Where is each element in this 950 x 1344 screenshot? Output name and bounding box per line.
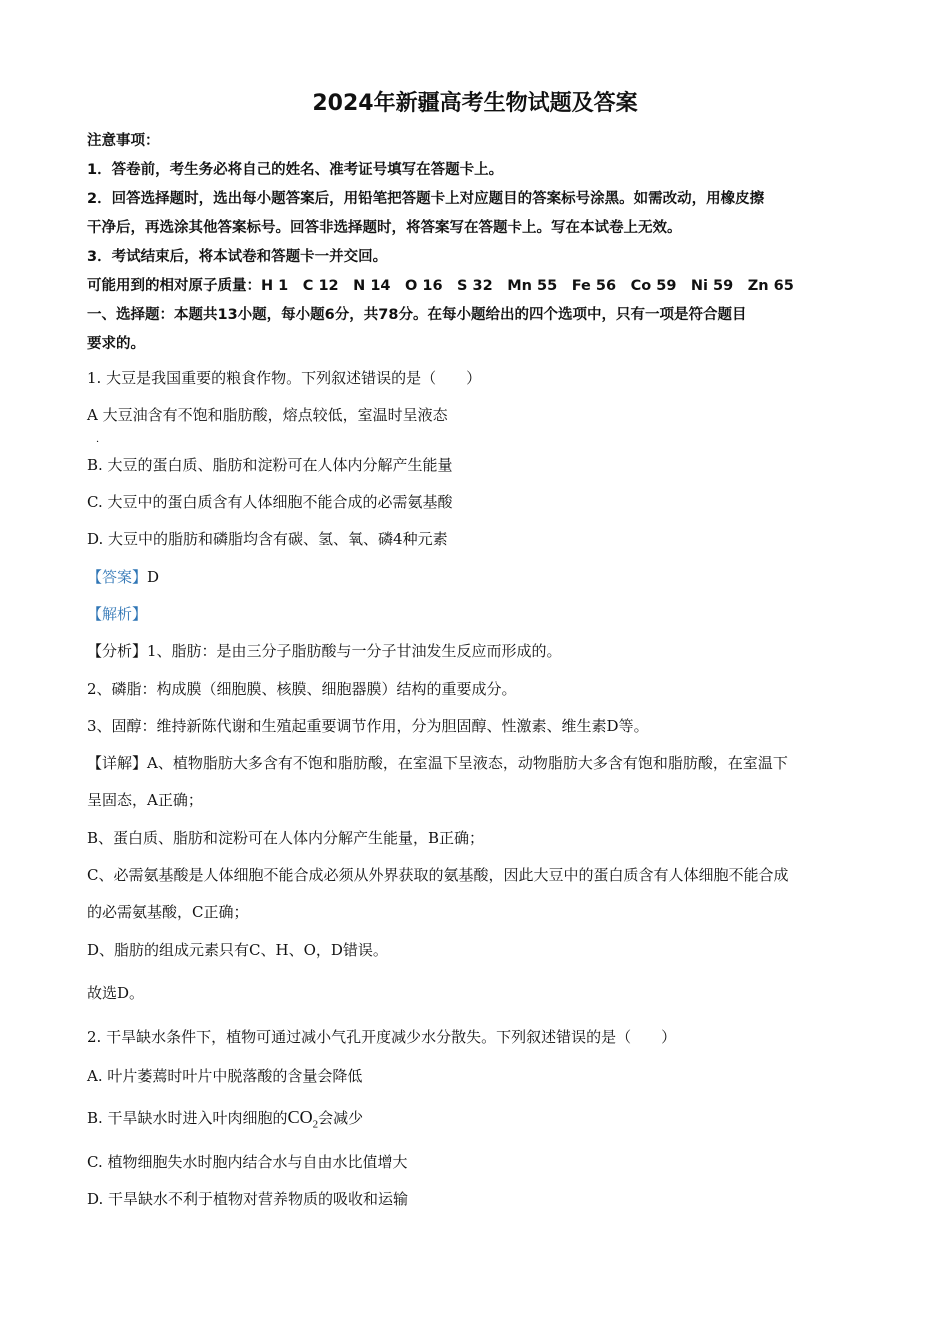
q2-option-a: A. 叶片萎蔫时叶片中脱落酸的含量会降低 (87, 1067, 363, 1085)
analysis-1-text: 1、脂肪：是由三分子脂肪酸与一分子甘油发生反应而形成的。 (147, 642, 562, 660)
q1-detail-a-2: 呈固态，A正确； (87, 791, 203, 809)
note-2-line-2: 干净后，再选涂其他答案标号。回答非选择题时，将答案写在答题卡上。写在本试卷上无效。 (87, 220, 682, 236)
co2-formula (287, 1107, 319, 1131)
notes-heading: 注意事项： (87, 133, 160, 149)
q1-analysis-2: 2、磷脂：构成膜（细胞膜、核膜、细胞器膜）结构的重要成分。 (87, 680, 517, 698)
q1-analysis-1 (87, 641, 562, 661)
atomic-masses: 可能用到的相对原子质量：H 1 C 12 N 14 O 16 S 32 Mn 55 Fe 56 Co 59 Ni 59 Zn 65 (87, 278, 794, 294)
q2-option-d: D. 干旱缺水不利于植物对营养物质的吸收和运输 (87, 1190, 409, 1208)
q1-option-a-dot: ． (96, 434, 106, 445)
co2-base: CO (287, 1107, 313, 1127)
answer-label: 【答案】 (87, 568, 148, 586)
note-2-line-1: 2．回答选择题时，选出每小题答案后，用铅笔把答题卡上对应题目的答案标号涂黑。如需改动，用橡皮擦 (87, 191, 765, 207)
page-title: 2024年新疆高考生物试题及答案 (312, 91, 638, 116)
analysis-tag: 【分析】 (87, 642, 148, 660)
q1-detail-c-2: 的必需氨基酸，C正确； (87, 903, 249, 921)
q1-option-a: A 大豆油含有不饱和脂肪酸，熔点较低，室温时呈液态 (87, 406, 448, 424)
q2-option-b-pre: B. 干旱缺水时进入叶肉细胞的 (87, 1109, 288, 1127)
section-1-line-2: 要求的。 (87, 336, 145, 352)
q1-option-c: C. 大豆中的蛋白质含有人体细胞不能合成的必需氨基酸 (87, 493, 453, 511)
q1-analysis-3: 3、固醇：维持新陈代谢和生殖起重要调节作用，分为胆固醇、性激素、维生素D等。 (87, 717, 649, 735)
q2-option-c: C. 植物细胞失水时胞内结合水与自由水比值增大 (87, 1153, 408, 1171)
answer-value: D (147, 568, 160, 586)
detail-a-1-text: A、植物脂肪大多含有不饱和脂肪酸，在室温下呈液态，动物脂肪大多含有饱和脂肪酸，在室温下 (147, 754, 788, 772)
q1-stem: 1. 大豆是我国重要的粮食作物。下列叙述错误的是（ ） (87, 369, 482, 387)
q2-option-b (87, 1107, 363, 1135)
q1-option-d: D. 大豆中的脂肪和磷脂均含有碳、氢、氧、磷4种元素 (87, 530, 448, 548)
q1-analysis-label: 【解析】 (87, 605, 148, 623)
q1-detail-b: B、蛋白质、脂肪和淀粉可在人体内分解产生能量，B正确； (87, 829, 485, 847)
q2-stem: 2. 干旱缺水条件下，植物可通过减小气孔开度减少水分散失。下列叙述错误的是（ ） (87, 1028, 677, 1046)
detail-tag: 【详解】 (87, 754, 148, 772)
q1-detail-a-1 (87, 753, 788, 773)
q1-detail-d: D、脂肪的组成元素只有C、H、O，D错误。 (87, 941, 388, 959)
q1-detail-c-1: C、必需氨基酸是人体细胞不能合成必须从外界获取的氨基酸，因此大豆中的蛋白质含有人体细胞不能合成 (87, 866, 789, 884)
q2-option-b-post: 会减少 (318, 1109, 364, 1127)
note-3: 3．考试结束后，将本试卷和答题卡一并交回。 (87, 249, 388, 265)
q1-answer (87, 567, 159, 587)
note-1: 1．答卷前，考生务必将自己的姓名、准考证号填写在答题卡上。 (87, 162, 504, 178)
section-1-line-1: 一、选择题：本题共13小题，每小题6分，共78分。在每小题给出的四个选项中，只有一项是符合题目 (87, 307, 747, 323)
co2-subscript: 2 (312, 1118, 319, 1131)
q1-option-b: B. 大豆的蛋白质、脂肪和淀粉可在人体内分解产生能量 (87, 456, 453, 474)
q1-conclusion: 故选D。 (87, 984, 145, 1002)
